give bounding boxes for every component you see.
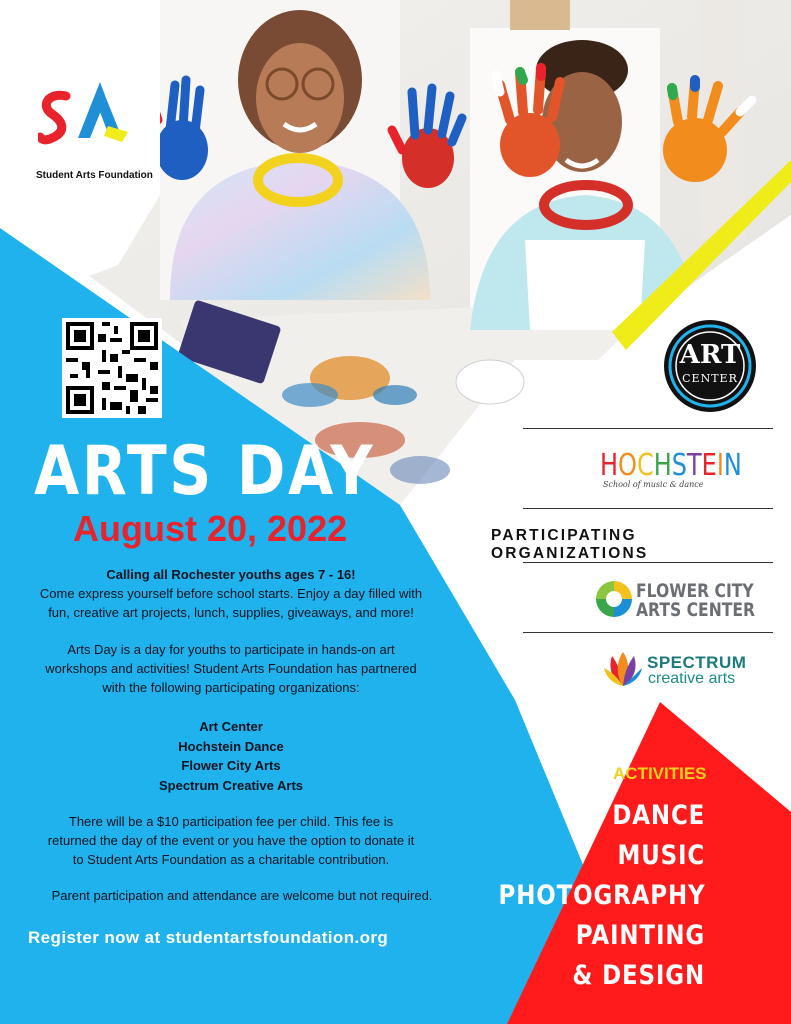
divider — [523, 632, 773, 633]
spectrum-logo-line1: SPECTRUM — [647, 653, 747, 672]
activity-item: DANCE — [612, 800, 705, 831]
hochstein-letter: N — [723, 448, 742, 483]
description-line: workshops and activities! Student Arts Foundation has partnered — [45, 661, 417, 676]
event-date: August 20, 2022 — [73, 508, 348, 549]
hochstein-letter: S — [671, 448, 687, 483]
hochstein-letter: O — [618, 448, 637, 483]
intro-headline: Calling all Rochester youths ages 7 - 16! — [106, 567, 356, 582]
fee-line: There will be a $10 participation fee per child. This fee is — [68, 814, 394, 829]
activity-item: PAINTING — [575, 920, 705, 951]
student-arts-foundation-logo — [38, 80, 130, 152]
list-item: Art Center — [199, 719, 263, 734]
intro-line: Come express yourself before school starts. Enjoy a day filled with — [39, 586, 423, 601]
fee-line: returned the day of the event or you have the option to donate it — [47, 833, 415, 848]
intro-line: fun, creative art projects, lunch, supplies, giveaways, and more! — [48, 605, 414, 620]
activity-item: & DESIGN — [572, 960, 705, 991]
activity-item: PHOTOGRAPHY — [498, 880, 705, 911]
register-link[interactable]: Register now at studentartsfoundation.org — [28, 928, 389, 947]
hochstein-tagline: School of music & dance — [603, 480, 704, 489]
art-center-logo-subtext: CENTER — [682, 372, 738, 385]
spectrum-logo-line2: creative arts — [648, 670, 736, 687]
divider — [523, 562, 773, 563]
description-line: Arts Day is a day for youths to participate in hands-on art — [67, 642, 395, 657]
participating-heading: PARTICIPATING ORGANIZATIONS — [491, 527, 649, 562]
description-line: with the following participating organizations: — [102, 680, 360, 695]
fee-block — [0, 812, 462, 869]
hochstein-letter: C — [636, 448, 654, 483]
list-item: Hochstein Dance — [178, 738, 284, 754]
activity-item: MUSIC — [617, 840, 705, 871]
logo-wordmark: Student Arts Foundation — [36, 170, 153, 181]
intro-block — [0, 565, 462, 622]
hochstein-logo — [600, 448, 742, 483]
hochstein-letter: H — [600, 448, 619, 483]
fee-line: to Student Arts Foundation as a charitable contribution. — [72, 852, 390, 867]
list-item: Flower City Arts — [181, 758, 281, 773]
hochstein-letter: I — [716, 448, 724, 483]
parent-note: Parent participation and attendance are welcome but not required. — [51, 888, 433, 903]
organizations-list — [0, 717, 462, 795]
list-item: Spectrum Creative Arts — [158, 777, 303, 793]
hochstein-letter: E — [701, 448, 717, 483]
flower-city-logo-line1: FLOWER CITY — [636, 580, 754, 602]
page-title: ARTS DAY — [34, 432, 376, 511]
spectrum-logo-icon — [602, 648, 644, 690]
divider — [523, 508, 773, 509]
hochstein-letter: H — [653, 448, 672, 483]
description-block — [0, 640, 462, 697]
qr-code-icon[interactable] — [62, 318, 162, 418]
divider — [523, 428, 773, 429]
flower-city-logo-icon — [594, 579, 634, 619]
flower-city-logo-line2: ARTS CENTER — [636, 599, 756, 621]
hochstein-letter: T — [687, 448, 702, 483]
art-center-logo-text: ART — [679, 340, 741, 370]
activities-heading: ACTIVITIES — [613, 764, 707, 783]
